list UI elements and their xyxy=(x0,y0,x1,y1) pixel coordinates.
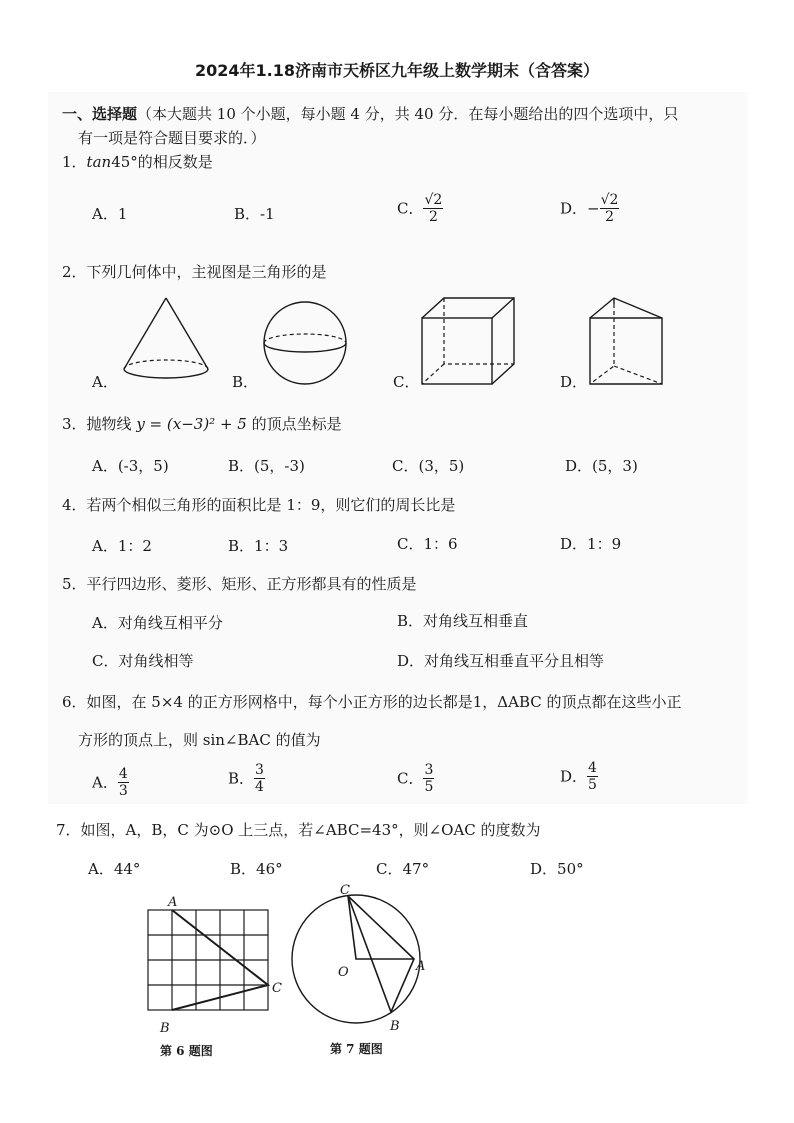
q6-option-d xyxy=(560,760,598,793)
q1-d-denominator: 2 xyxy=(605,209,614,225)
figure-6-caption: 第 6 题图 xyxy=(160,1044,213,1058)
q6-c-numerator: 3 xyxy=(424,762,434,778)
figure-7-circle xyxy=(286,884,436,1040)
section-desc-line2: 有一项是符合题目要求的．） xyxy=(78,129,266,147)
fig7-label-a: A xyxy=(416,959,426,974)
fig6-label-a: A xyxy=(168,895,178,910)
q2-option-a: A． xyxy=(92,373,118,391)
q6-option-a-fraction xyxy=(118,766,129,799)
q4-option-b: B．1：3 xyxy=(228,537,289,555)
q1-option-c-fraction xyxy=(423,192,443,225)
section-heading: 一、选择题 xyxy=(62,105,138,123)
section-desc-line1: （本大题共 10 个小题，每小题 4 分，共 40 分．在每小题给出的四个选项中，只 xyxy=(137,105,679,123)
q5-option-d: D．对角线互相垂直平分且相等 xyxy=(397,652,605,670)
question-3-stem xyxy=(62,414,342,434)
fig7-label-o: O xyxy=(338,965,349,980)
q3-suffix: 的顶点坐标是 xyxy=(246,415,342,433)
prism-figure xyxy=(588,296,666,388)
q3-prefix: 3．抛物线 xyxy=(62,415,137,433)
q6-option-b-label: B． xyxy=(228,769,255,788)
q3-option-c: C．(3，5) xyxy=(392,457,465,475)
q7-option-a: A．44° xyxy=(88,860,141,878)
cone-figure xyxy=(118,296,214,388)
question-5-stem: 5．平行四边形、菱形、矩形、正方形都具有的性质是 xyxy=(62,575,417,593)
q1-option-c-label: C． xyxy=(397,199,424,218)
question-6-line1: 6．如图，在 5×4 的正方形网格中，每个小正方形的边长都是1，ΔABC 的顶点都在这些小正 xyxy=(62,693,682,711)
q1-option-c xyxy=(397,192,443,225)
q6-option-c-label: C． xyxy=(397,769,424,788)
q6-a-denominator: 3 xyxy=(118,783,128,799)
q6-b-numerator: 3 xyxy=(255,762,264,778)
q5-option-a: A．对角线互相平分 xyxy=(92,614,223,632)
q6-option-c xyxy=(397,762,434,795)
q6-option-a-label: A． xyxy=(92,773,118,792)
q6-option-c-fraction xyxy=(423,762,434,795)
q2-option-d: D． xyxy=(560,373,588,391)
q6-a-numerator: 4 xyxy=(118,766,128,782)
q6-option-b-fraction xyxy=(254,762,265,795)
q1-option-a: A．1 xyxy=(92,205,128,223)
q5-option-b: B．对角线互相垂直 xyxy=(397,612,529,630)
q2-option-c: C． xyxy=(393,373,420,391)
q1-c-denominator: 2 xyxy=(428,209,438,225)
q7-option-c: C．47° xyxy=(376,860,430,878)
q3-formula: y = (x−3)² + 5 xyxy=(136,415,247,433)
q1-text: 45°的相反数是 xyxy=(111,153,213,171)
q1-option-b: B．-1 xyxy=(234,205,275,223)
q4-option-d: D．1：9 xyxy=(560,535,622,553)
q6-option-b xyxy=(228,762,265,795)
cube-figure xyxy=(418,296,518,388)
question-2-stem: 2．下列几何体中，主视图是三角形的是 xyxy=(62,263,327,281)
q4-option-a: A．1：2 xyxy=(92,537,152,555)
q1-d-numerator: √2 xyxy=(600,192,619,208)
q6-option-a xyxy=(92,766,129,799)
q7-option-d: D．50° xyxy=(530,860,584,878)
section-intro xyxy=(62,104,678,124)
q6-d-numerator: 4 xyxy=(588,760,597,776)
question-4-stem: 4．若两个相似三角形的面积比是 1：9，则它们的周长比是 xyxy=(62,496,456,514)
q1-option-d xyxy=(560,192,619,225)
q3-option-b: B．(5，-3) xyxy=(228,457,305,475)
q4-option-c: C．1：6 xyxy=(397,535,458,553)
q6-b-denominator: 4 xyxy=(255,779,264,795)
q1-number: 1． xyxy=(62,153,87,171)
page-title: 2024年1.18济南市天桥区九年级上数学期末（含答案） xyxy=(194,61,599,80)
q1-c-numerator: √2 xyxy=(424,192,443,208)
fig7-label-c: C xyxy=(340,883,350,898)
question-7-stem: 7．如图，A，B，C 为⊙O 上三点，若∠ABC=43°，则∠OAC 的度数为 xyxy=(56,821,541,839)
question-1-stem xyxy=(62,152,213,172)
question-6-line2: 方形的顶点上，则 sin∠BAC 的值为 xyxy=(78,731,321,749)
q3-option-d: D．(5，3) xyxy=(565,457,638,475)
fig6-label-c: C xyxy=(272,981,282,996)
q6-d-denominator: 5 xyxy=(588,777,597,793)
q1-option-d-label: D．− xyxy=(560,199,600,218)
fig6-label-b: B xyxy=(160,1021,170,1036)
fig7-label-b: B xyxy=(390,1019,400,1034)
q6-c-denominator: 5 xyxy=(424,779,434,795)
q1-function: tan xyxy=(86,153,112,171)
q1-option-d-fraction xyxy=(600,192,620,225)
figure-6-grid xyxy=(140,890,290,1040)
q6-option-d-fraction xyxy=(587,760,598,793)
q2-option-b: B． xyxy=(232,373,259,391)
q5-option-c: C．对角线相等 xyxy=(92,652,194,670)
q3-option-a: A．(-3，5) xyxy=(92,457,169,475)
sphere-figure xyxy=(262,300,348,386)
q7-option-b: B．46° xyxy=(230,860,283,878)
q6-option-d-label: D． xyxy=(560,767,588,786)
figure-7-caption: 第 7 题图 xyxy=(330,1042,383,1056)
